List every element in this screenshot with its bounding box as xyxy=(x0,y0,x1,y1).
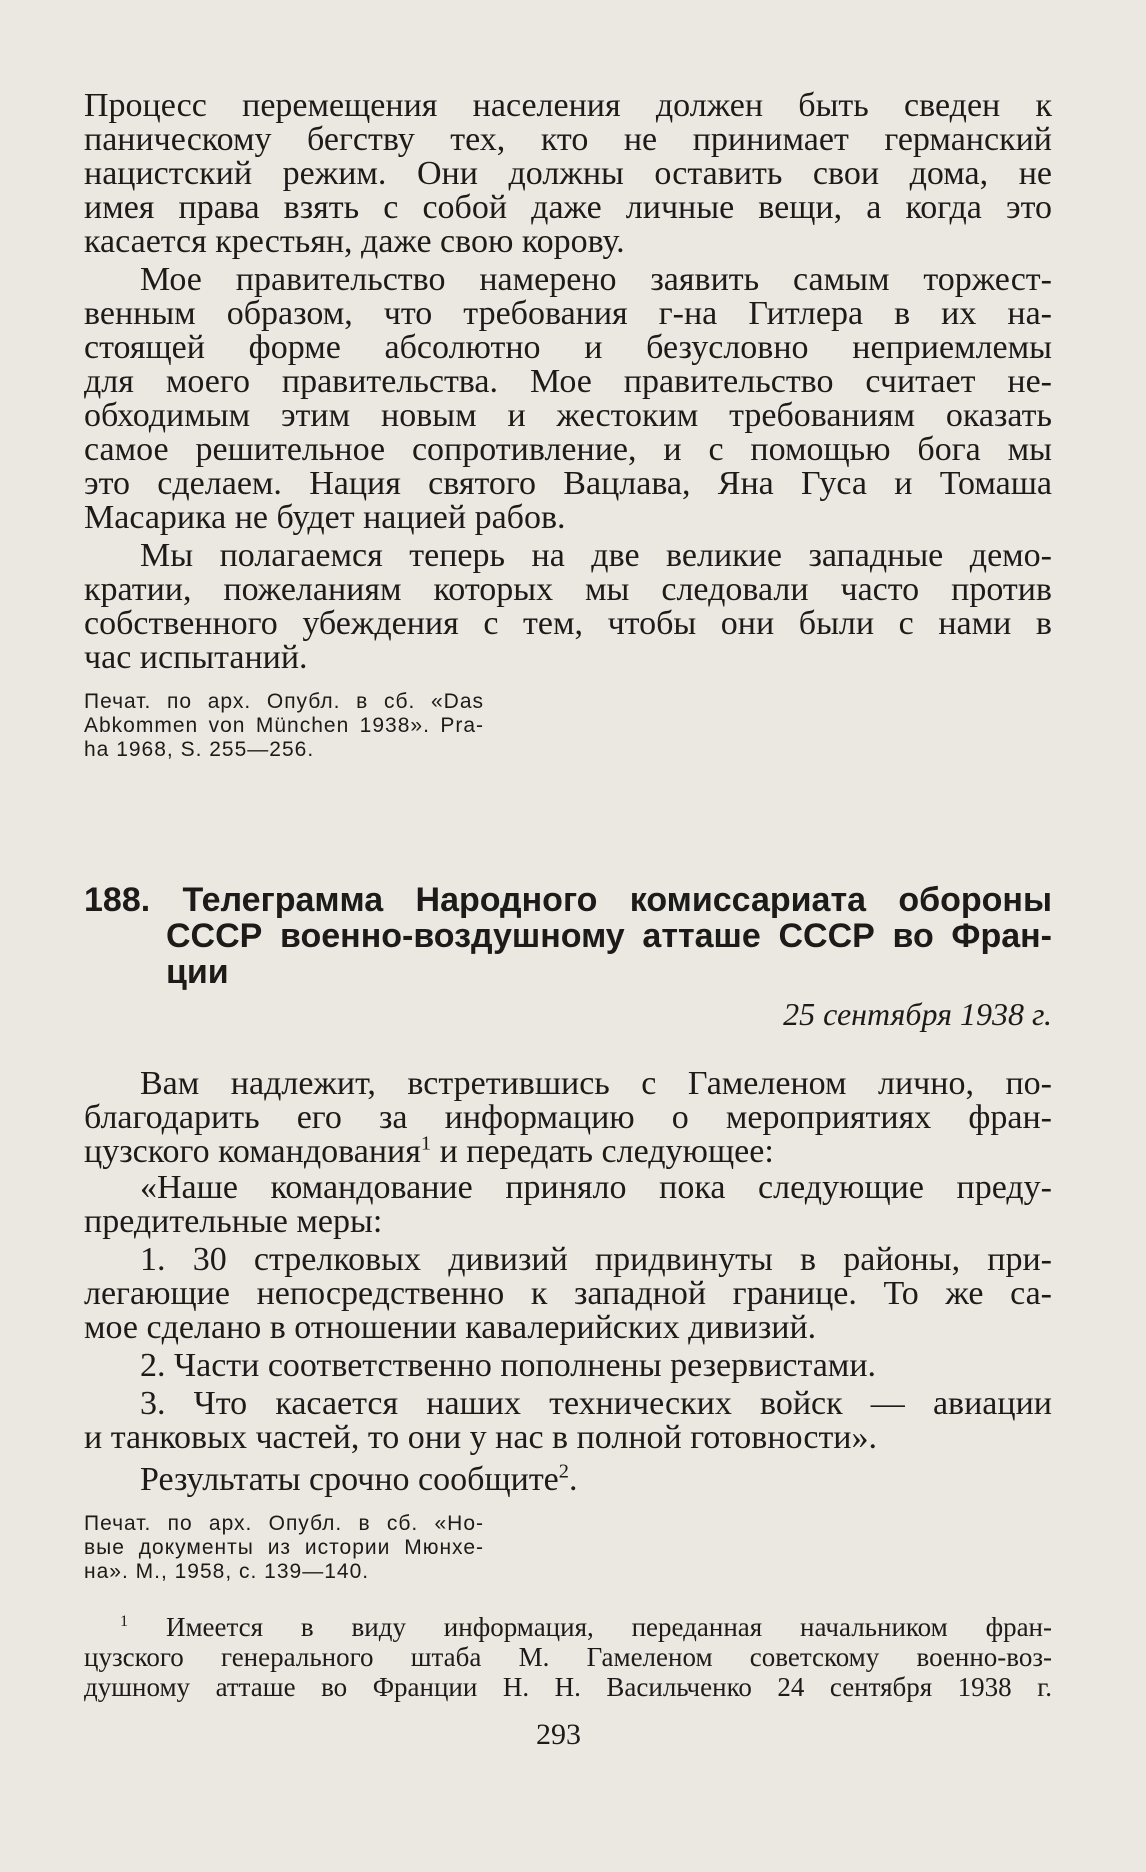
footnote-line: цузского генерального штаба М. Гамеленом советскому военно-воз- xyxy=(84,1642,1052,1672)
text-line: благодарить его за информацию о мероприятиях фран- xyxy=(84,1099,1052,1136)
text-line xyxy=(140,1462,1052,1498)
document-heading: СССР военно-воздушному атташе СССР во Фран- xyxy=(166,917,1052,955)
text-line: 1. 30 стрелковых дивизий придвинуты в районы, при- xyxy=(140,1241,1052,1278)
text-line: 3. Что касается наших технических войск — авиации xyxy=(140,1385,1052,1422)
page-number: 293 xyxy=(536,1718,581,1751)
text-fragment: и передать следующее: xyxy=(431,1133,774,1170)
text-line: час испытаний. xyxy=(84,639,308,676)
text-line: и танковых частей, то они у нас в полной готовности». xyxy=(84,1419,878,1456)
document-date: 25 сентября 1938 г. xyxy=(783,996,1052,1032)
text-fragment: Результаты срочно сообщите xyxy=(140,1461,559,1498)
text-line: 2. Части соответственно пополнены резервистами. xyxy=(140,1347,877,1384)
text-line: венным образом, что требования г-на Гитлера в их на- xyxy=(84,295,1052,332)
text-fragment: Имеется в виду информация, переданная начальником фран- xyxy=(128,1612,1052,1642)
text-line: Мое правительство намерено заявить самым торжест- xyxy=(140,261,1052,298)
text-line: кратии, пожеланиям которых мы следовали часто против xyxy=(84,571,1052,608)
text-line: для моего правительства. Мое правительство считает не- xyxy=(84,363,1052,400)
text-line: легающие непосредственно к западной границе. То же са- xyxy=(84,1275,1052,1312)
footnote-line: душному атташе во Франции Н. Н. Васильченко 24 сентября 1938 г. xyxy=(84,1672,1052,1702)
text-line: нацистский режим. Они должны оставить свои дома, не xyxy=(84,155,1052,192)
footnote-marker: 1 xyxy=(120,1612,129,1630)
document-heading: ции xyxy=(166,953,229,991)
text-line: имея права взять с собой даже личные вещи, а когда это xyxy=(84,189,1052,226)
text-line: «Наше командование приняло пока следующие преду- xyxy=(140,1169,1052,1206)
source-note: Печат. по арх. Опубл. в сб. «Но- xyxy=(84,1512,484,1535)
source-note: вые документы из истории Мюнхе- xyxy=(84,1536,484,1559)
document-heading: 188. Телеграмма Народного комиссариата обороны xyxy=(84,881,1052,919)
source-note: Abkommen von München 1938». Pra- xyxy=(84,714,484,737)
text-line: Процесс перемещения населения должен быть сведен к xyxy=(84,87,1052,124)
source-note: Печат. по арх. Опубл. в сб. «Das xyxy=(84,690,484,713)
text-line: собственного убеждения с тем, чтобы они были с нами в xyxy=(84,605,1052,642)
text-line: обходимым этим новым и жестоким требованиям оказать xyxy=(84,397,1052,434)
footnote-line xyxy=(120,1612,1052,1643)
text-line: предительные меры: xyxy=(84,1203,383,1240)
text-line: стоящей форме абсолютно и безусловно неприемлемы xyxy=(84,329,1052,366)
text-fragment: цузского командования xyxy=(84,1133,421,1170)
text-line xyxy=(84,1134,1052,1170)
text-line: это сделаем. Нация святого Вацлава, Яна Гуса и Томаша xyxy=(84,465,1052,502)
source-note: на». М., 1958, с. 139—140. xyxy=(84,1560,370,1583)
text-line: мое сделано в отношении кавалерийских дивизий. xyxy=(84,1309,817,1346)
source-note: ha 1968, S. 255—256. xyxy=(84,738,315,761)
text-line: Мы полагаемся теперь на две великие западные демо- xyxy=(140,537,1052,574)
footnote-marker: 2 xyxy=(558,1460,569,1483)
text-line: паническому бегству тех, кто не принимает германский xyxy=(84,121,1052,158)
text-line: касается крестьян, даже свою корову. xyxy=(84,223,625,260)
text-line: Масарика не будет нацией рабов. xyxy=(84,499,566,536)
footnote-marker: 1 xyxy=(420,1132,432,1155)
text-line: Вам надлежит, встретившись с Гамеленом лично, по- xyxy=(140,1065,1052,1102)
text-fragment: . xyxy=(568,1461,578,1498)
text-line: самое решительное сопротивление, и с помощью бога мы xyxy=(84,431,1052,468)
